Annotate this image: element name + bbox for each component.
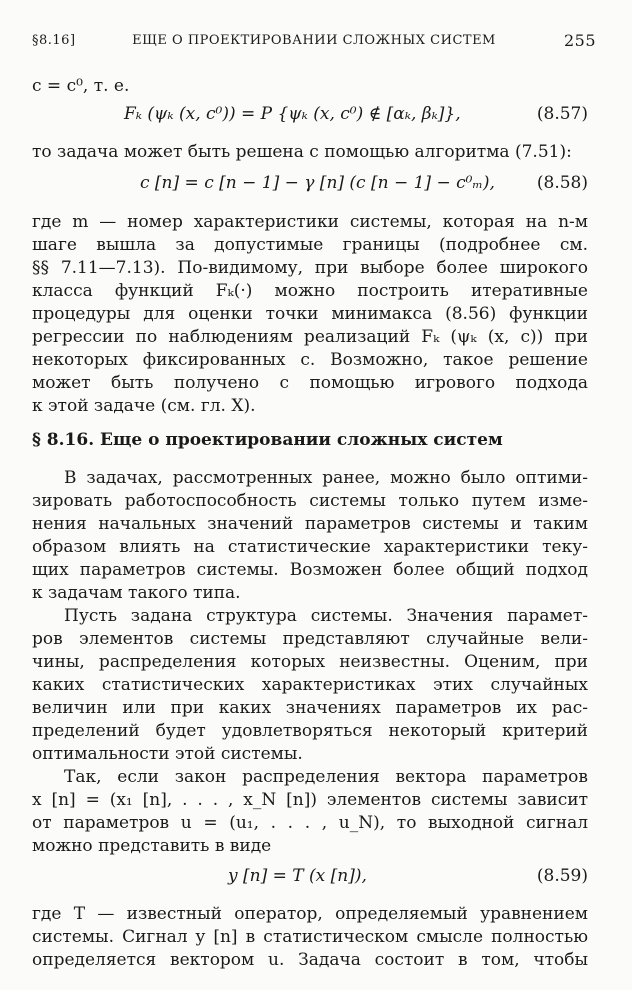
header-section-ref: §8.16] xyxy=(32,33,76,48)
text-line: ров элементов системы представляют случайные вели- xyxy=(32,629,588,649)
text-line: где m — номер характеристики системы, которая на n-м xyxy=(32,212,588,232)
text-line: регрессии по наблюдениям реализаций Fₖ (ψₖ (x, c)) при xyxy=(32,327,588,347)
text-line: образом влиять на статистические характеристики теку- xyxy=(32,537,588,557)
equation-formula: Fₖ (ψₖ (x, c⁰)) = P {ψₖ (x, c⁰) ∉ [αₖ, βₖ]}, xyxy=(124,104,461,124)
text-line: может быть получено с помощью игрового подхода xyxy=(32,373,588,393)
text-line: Так, если закон распределения вектора параметров xyxy=(64,767,588,787)
text-line: к этой задаче (см. гл. X). xyxy=(32,396,256,416)
text-line: каких статистических характеристиках этих случайных xyxy=(32,675,588,695)
running-header xyxy=(32,30,596,52)
text-line: класса функций Fₖ(·) можно построить итеративные xyxy=(32,281,588,301)
text-line: где T — известный оператор, определяемый уравнением xyxy=(32,904,588,924)
equation-number: (8.58) xyxy=(536,173,588,193)
equation-8-58 xyxy=(32,173,588,195)
equation-8-57 xyxy=(32,104,588,126)
equation-number: (8.59) xyxy=(536,866,588,886)
text-line: некоторых фиксированных c. Возможно, такое решение xyxy=(32,350,588,370)
text-line: §§ 7.11—7.13). По-видимому, при выборе более широкого xyxy=(32,258,588,278)
text-line: процедуры для оценки точки минимакса (8.56) функции xyxy=(32,304,588,324)
text-line: к задачам такого типа. xyxy=(32,583,241,603)
text-line: щих параметров системы. Возможен более общий подход xyxy=(32,560,588,580)
text-line: от параметров u = (u₁, . . . , u_N), то выходной сигнал xyxy=(32,813,588,833)
text-line: определяется вектором u. Задача состоит в том, чтобы xyxy=(32,950,588,970)
equation-formula: c [n] = c [n − 1] − γ [n] (c [n − 1] − c⁰ₘ), xyxy=(140,173,495,193)
text-line: x [n] = (x₁ [n], . . . , x_N [n]) элементов системы зависит xyxy=(32,790,588,810)
text-line: то задача может быть решена с помощью алгоритма (7.51): xyxy=(32,142,572,162)
header-title: ЕЩЕ О ПРОЕКТИРОВАНИИ СЛОЖНЫХ СИСТЕМ xyxy=(132,33,496,48)
text-line: зировать работоспособность системы только путем изме- xyxy=(32,491,588,511)
text-line: пределений будет удовлетворяться некоторый критерий xyxy=(32,721,588,741)
text-line: В задачах, рассмотренных ранее, можно было оптими- xyxy=(64,468,588,488)
equation-number: (8.57) xyxy=(536,104,588,124)
text-line: можно представить в виде xyxy=(32,836,272,856)
page-number: 255 xyxy=(563,31,596,50)
text-line: системы. Сигнал y [n] в статистическом смысле полностью xyxy=(32,927,588,947)
text-line: чины, распределения которых неизвестны. Оценим, при xyxy=(32,652,588,672)
text-line: Пусть задана структура системы. Значения парамет- xyxy=(64,606,588,626)
text-line: c = c⁰, т. е. xyxy=(32,76,130,96)
text-line: шаге вышла за допустимые границы (подробнее см. xyxy=(32,235,588,255)
text-line: оптимальности этой системы. xyxy=(32,744,303,764)
equation-formula: y [n] = T (x [n]), xyxy=(228,866,367,886)
section-heading: § 8.16. Еще о проектировании сложных систем xyxy=(32,430,503,450)
equation-8-59 xyxy=(32,866,588,888)
text-line: величин или при каких значениях параметров их рас- xyxy=(32,698,588,718)
text-line: нения начальных значений параметров системы и таким xyxy=(32,514,588,534)
